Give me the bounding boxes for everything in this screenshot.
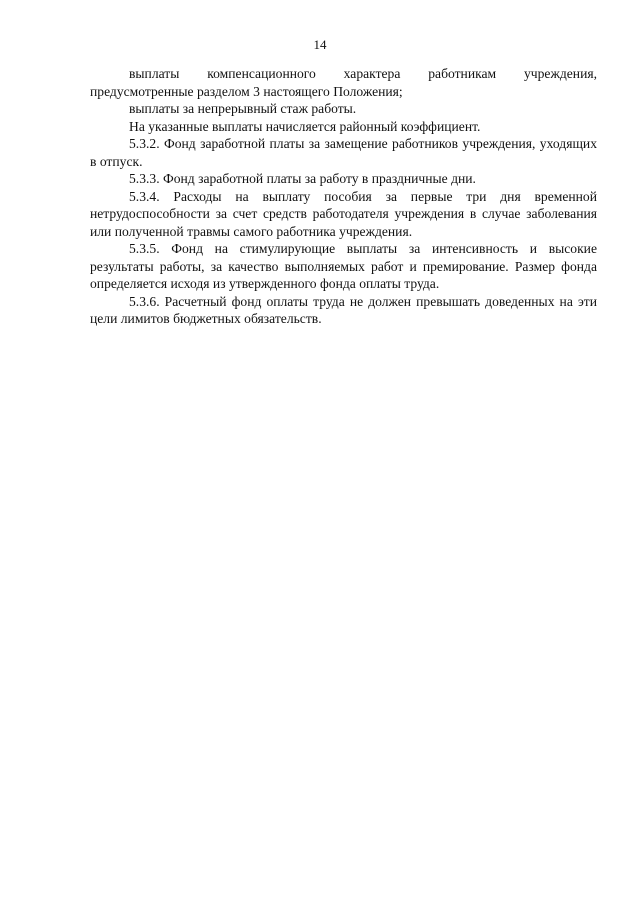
- paragraph: 5.3.4. Расходы на выплату пособия за первые три дня временной нетрудоспособности за счет средств работодателя учреждения в случае заболевания или полученной травмы самого работника учреждения.: [90, 188, 597, 239]
- paragraph: 5.3.3. Фонд заработной платы за работу в праздничные дни.: [129, 171, 476, 186]
- document-body: [90, 65, 597, 328]
- paragraph: На указанные выплаты начисляется районный коэффициент.: [129, 118, 481, 134]
- paragraph: 5.3.5. Фонд на стимулирующие выплаты за интенсивность и высокие результаты работы, за качество выполняемых работ и премирование. Размер фонда определяется исходя из утвержденного фонда оплаты труда.: [90, 241, 597, 291]
- paragraph: выплаты за непрерывный стаж работы.: [129, 101, 357, 116]
- paragraph: выплаты компенсационного характера работникам учреждения, предусмотренные разделом 3 настоящего Положения;: [90, 66, 597, 99]
- page-number: 14: [313, 37, 327, 52]
- paragraph: 5.3.2. Фонд заработной платы за замещение работников учреждения, уходящих в отпуск.: [90, 136, 597, 169]
- paragraph: 5.3.6. Расчетный фонд оплаты труда не должен превышать доведенных на эти цели лимитов бюджетных обязательств.: [90, 293, 597, 326]
